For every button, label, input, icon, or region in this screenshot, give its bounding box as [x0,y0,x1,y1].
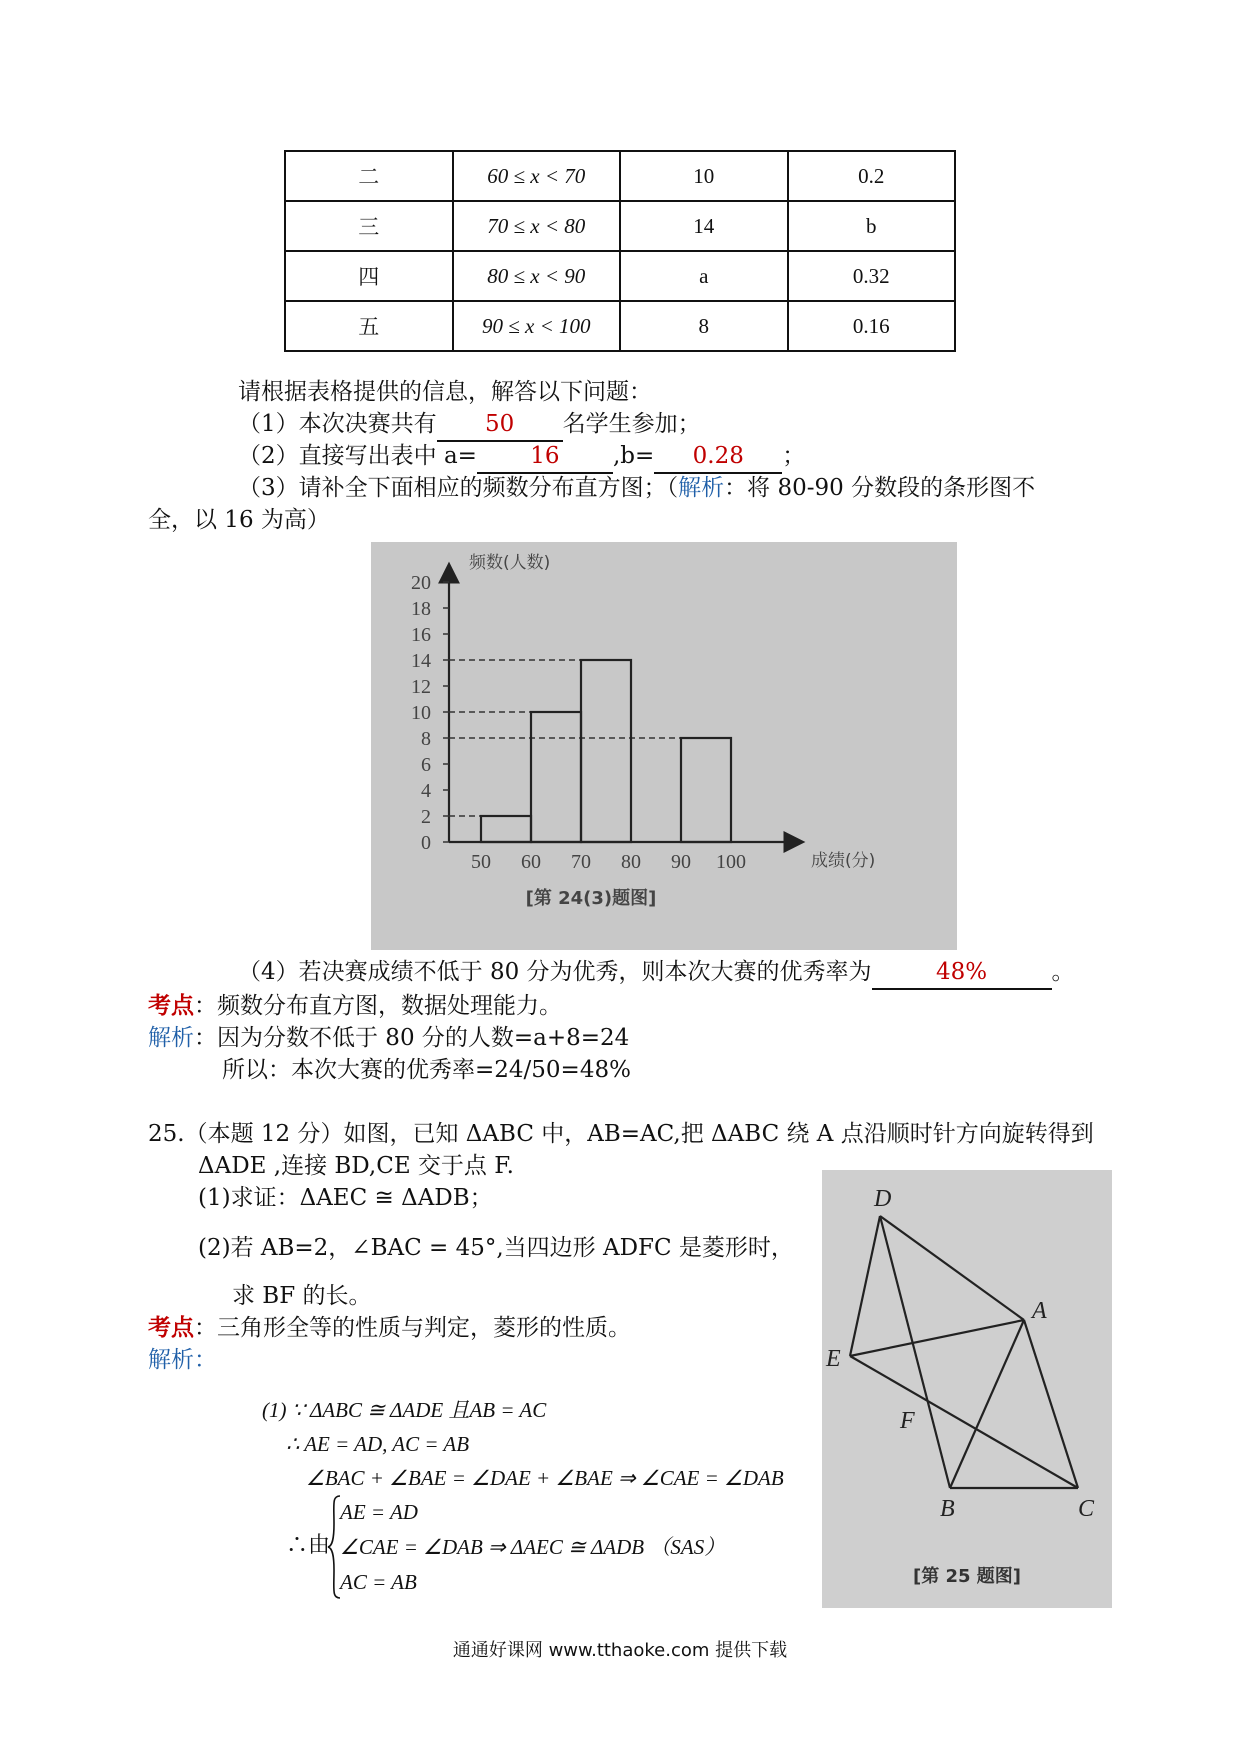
histogram-bar [531,712,581,842]
table-row [285,201,955,251]
answer-blank-a: 16 [477,440,613,474]
table-cell: 二 [285,151,453,201]
table-cell: 60 ≤ x < 70 [453,151,621,201]
jiexi-label: 解析 [148,1025,194,1051]
proof-line: ∠BAC + ∠BAE = ∠DAE + ∠BAE ⇒ ∠CAE = ∠DAB [306,1466,784,1490]
segment-DA [880,1216,1024,1320]
table-cell: 五 [285,301,453,351]
q25-title-line2: ΔADE ,连接 BD,CE 交于点 F. [198,1153,514,1179]
x-axis-label: 成绩(分) [811,851,876,871]
jiexi-24 [148,1022,629,1054]
table-cell: b [788,201,956,251]
label-E: E [826,1346,841,1372]
kaodian-25 [148,1312,631,1344]
q24-part4-after: 。 [1051,959,1075,985]
jiexi-24-line2: 所以：本次大赛的优秀率=24/50=48% [222,1057,631,1083]
label-F: F [900,1408,915,1434]
kaodian-label: 考点 [148,1314,194,1341]
segment-AC [1024,1320,1078,1488]
q25-part2: (2)若 AB=2，∠BAC = 45°,当四边形 ADFC 是菱形时， [198,1235,794,1261]
q24-part1-after: 名学生参加； [562,411,701,437]
q25-part1: (1)求证：ΔAEC ≅ ΔADB； [198,1185,493,1211]
y-tick-label: 6 [421,754,431,776]
y-tick-label: 4 [421,780,431,802]
histogram-bar [481,816,531,842]
q25-part2-line2: 求 BF 的长。 [232,1283,372,1309]
geometry-figure [822,1170,1112,1608]
label-A: A [1032,1298,1047,1324]
histogram-bar [681,738,731,842]
x-tick-label: 60 [521,851,541,873]
segment-AB [950,1320,1024,1488]
answer-blank-b: 0.28 [654,440,782,474]
q24-part3-line2: 全，以 16 为高） [148,507,330,533]
histogram-figure [371,542,957,950]
chart-caption: [第 24(3)题图] [525,888,657,909]
answer-blank: 50 [437,408,563,442]
y-tick-label: 18 [411,598,431,620]
footer: 通通好课网 www.tthaoke.com 提供下载 [452,1640,788,1661]
q24-intro: 请根据表格提供的信息，解答以下问题： [238,379,652,405]
y-tick-label: 10 [411,702,431,724]
q24-part3-rest: ：将 80-90 分数段的条形图不 [724,475,1036,501]
q24-part1-text: （1）本次决赛共有 [238,411,437,437]
label-B: B [940,1496,955,1522]
q24-part2-text: （2）直接写出表中 a= [238,443,477,469]
table-row [285,151,955,201]
y-tick-label: 12 [411,676,431,698]
q24-part4 [238,956,1075,990]
q24-part2 [238,440,805,474]
segment-EA [850,1320,1024,1356]
kaodian-label: 考点 [148,992,194,1019]
answer-blank: 48% [872,956,1052,990]
kaodian-24 [148,990,562,1022]
table-cell: 8 [620,301,788,351]
proof-line: ∴ AE = AD, AC = AB [286,1432,470,1456]
kaodian-text: ：频数分布直方图，数据处理能力。 [194,993,562,1019]
table-cell: 0.32 [788,251,956,301]
q24-part4-text: （4）若决赛成绩不低于 80 分为优秀，则本次大赛的优秀率为 [238,959,872,985]
table-cell: 80 ≤ x < 90 [453,251,621,301]
y-tick-label: 20 [411,572,431,594]
x-tick-label: 80 [621,851,641,873]
jiexi-label: 解析 [678,475,725,501]
label-C: C [1078,1496,1095,1522]
q24-part3 [238,472,1035,504]
y-tick-label: 0 [421,832,431,854]
table-cell: 三 [285,201,453,251]
x-tick-label: 50 [471,851,491,873]
figure-caption: [第 25 题图] [912,1566,1022,1587]
kaodian-text: ：三角形全等的性质与判定，菱形的性质。 [194,1315,631,1341]
segment-BD [880,1216,950,1488]
segment-DE [850,1216,880,1356]
table-cell: a [620,251,788,301]
jiexi-25-label: 解析： [148,1347,217,1373]
table-cell: 0.16 [788,301,956,351]
frequency-table [284,150,956,352]
proof-line: (1) ∵ ΔABC ≅ ΔADE 且AB = AC [262,1398,547,1422]
table-cell: 10 [620,151,788,201]
geometry-diagram [822,1170,1112,1608]
y-tick-label: 8 [421,728,431,750]
table-cell: 四 [285,251,453,301]
table-cell: 70 ≤ x < 80 [453,201,621,251]
proof-line: ∠CAE = ∠DAB ⇒ ΔAEC ≅ ΔADB （SAS） [340,1535,726,1559]
y-tick-label: 16 [411,624,431,646]
proof-line: AE = AD [340,1500,418,1524]
table-cell: 90 ≤ x < 100 [453,301,621,351]
q24-part1 [238,408,701,442]
x-tick-label: 70 [571,851,591,873]
jiexi-text: ：因为分数不低于 80 分的人数=a+8=24 [194,1025,630,1051]
histogram-chart [371,542,957,950]
q25-title: 25.（本题 12 分）如图，已知 ΔABC 中，AB=AC,把 ΔABC 绕 A 点沿顺时针方向旋转得到 [148,1121,1094,1147]
table-row [285,251,955,301]
y-axis-label: 频数(人数) [469,553,551,573]
table-cell: 0.2 [788,151,956,201]
q24-part3-text: （3）请补全下面相应的频数分布直方图；（ [238,475,679,501]
table-cell: 14 [620,201,788,251]
label-D: D [874,1186,892,1212]
table-row [285,301,955,351]
proof-prefix: ∴由 [286,1533,331,1558]
histogram-bar [581,660,631,842]
y-tick-label: 14 [411,650,431,672]
y-tick-label: 2 [421,806,431,828]
q24-part2-mid: ,b= [612,443,655,469]
segment-CE [850,1356,1078,1488]
x-tick-label: 90 [671,851,691,873]
x-tick-label: 100 [716,851,746,873]
proof-line: AC = AB [340,1570,417,1594]
q24-part2-after: ； [782,443,806,469]
